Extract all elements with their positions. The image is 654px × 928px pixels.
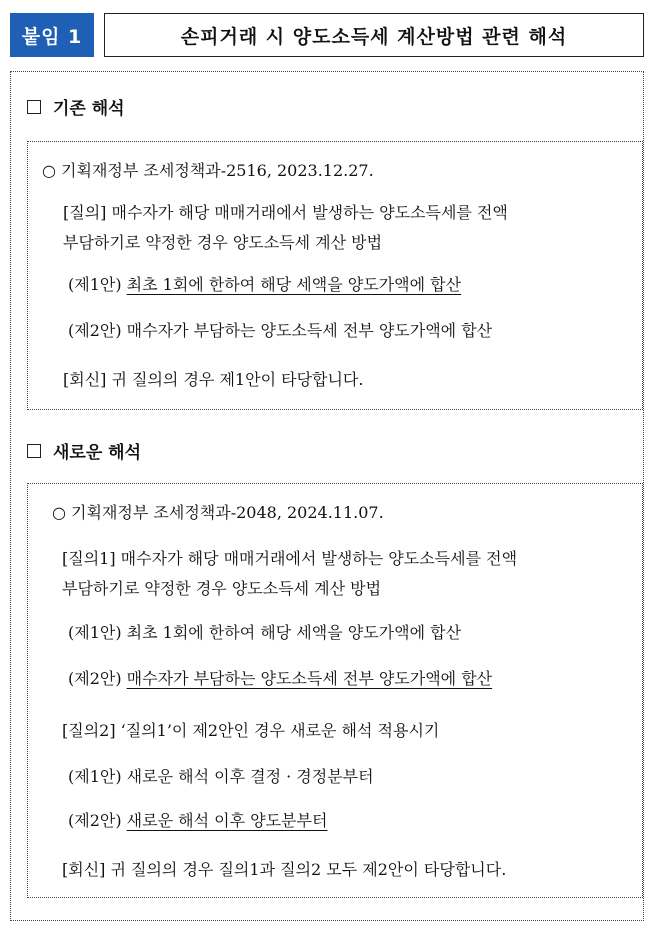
option-2 [68, 666, 492, 689]
option-label: (제2안) [68, 669, 127, 688]
reply-line: [회신] 귀 질의의 경우 질의1과 질의2 모두 제2안이 타당합니다. [62, 860, 507, 879]
option-1: (제1안) 최초 1회에 한하여 해당 세액을 양도가액에 합산 [68, 623, 462, 642]
section-heading-label: 새로운 해석 [53, 443, 142, 463]
square-bullet-icon [27, 444, 41, 458]
ruling-reference: ○ 기획재정부 조세정책과-2516, 2023.12.27. [42, 161, 374, 180]
reply-line: [회신] 귀 질의의 경우 제1안이 타당합니다. [63, 370, 364, 389]
question-line: 부담하기로 약정한 경우 양도소득세 계산 방법 [63, 233, 383, 252]
option-text-underlined: 최초 1회에 한하여 해당 세액을 양도가액에 합산 [126, 275, 462, 294]
option-label: (제2안) [68, 811, 127, 830]
document-header [10, 13, 644, 57]
option-1: (제1안) 새로운 해석 이후 결정 · 경정분부터 [68, 767, 374, 786]
existing-interpretation-box [27, 141, 643, 410]
ruling-reference: ○ 기획재정부 조세정책과-2048, 2024.11.07. [52, 503, 384, 522]
square-bullet-icon [27, 100, 41, 114]
content-frame [10, 71, 644, 921]
option-2: (제2안) 매수자가 부담하는 양도소득세 전부 양도가액에 합산 [68, 321, 493, 340]
document-title: 손피거래 시 양도소득세 계산방법 관련 해석 [104, 13, 644, 57]
attachment-tag: 붙임 1 [10, 13, 94, 57]
question-line: [질의2] ‘질의1’이 제2안인 경우 새로운 해석 적용시기 [62, 721, 440, 740]
option-text-underlined: 새로운 해석 이후 양도분부터 [126, 811, 328, 830]
option-1 [68, 272, 461, 295]
section-heading-existing [27, 94, 125, 119]
section-heading-new [27, 438, 141, 463]
option-label: (제1안) [68, 275, 127, 294]
question-line: [질의] 매수자가 해당 매매거래에서 발생하는 양도소득세를 전액 [63, 203, 508, 222]
option-2 [68, 808, 327, 831]
question-line: [질의1] 매수자가 해당 매매거래에서 발생하는 양도소득세를 전액 [62, 549, 518, 568]
section-heading-label: 기존 해석 [53, 99, 125, 119]
question-line: 부담하기로 약정한 경우 양도소득세 계산 방법 [62, 579, 382, 598]
new-interpretation-box [27, 483, 643, 898]
option-text-underlined: 매수자가 부담하는 양도소득세 전부 양도가액에 합산 [126, 669, 493, 688]
